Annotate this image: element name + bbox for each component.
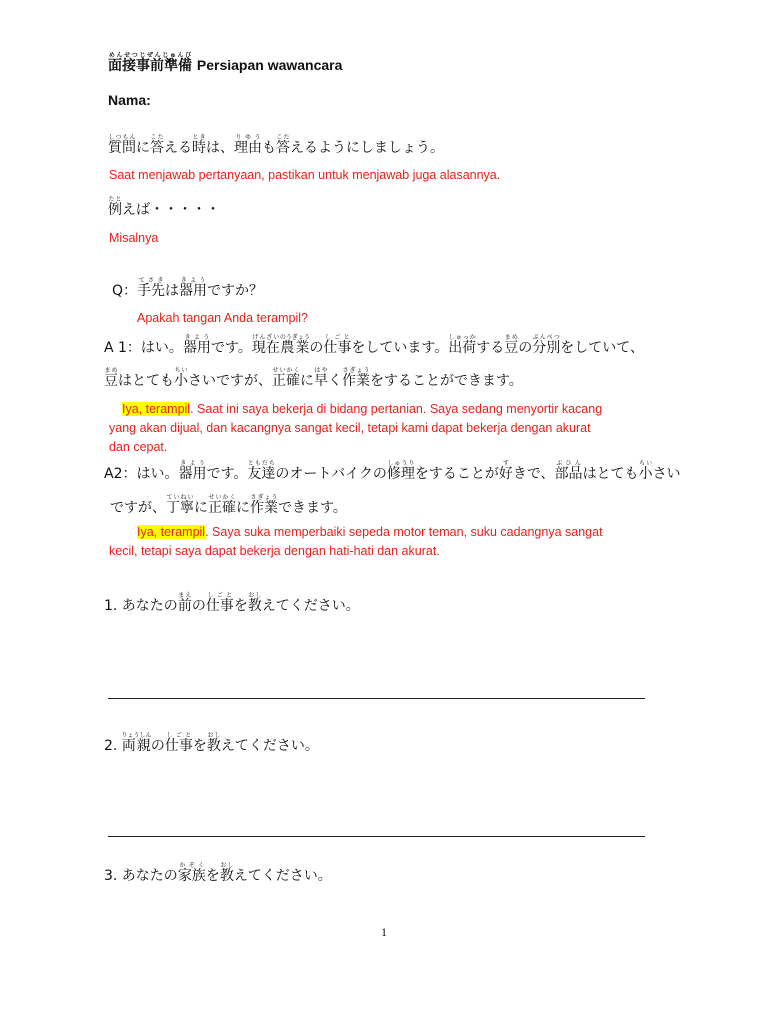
text-segment: えてください。	[233, 868, 332, 884]
furigana-word: 器用きよう	[179, 277, 208, 299]
instruction-id: Saat menjawab pertanyaan, pastikan untuk menjawab juga alasannya.	[109, 168, 501, 182]
text-segment: 3. あなたの	[104, 868, 178, 884]
furigana-word: 前まえ	[177, 592, 192, 614]
furigana-word: 質問しつもん	[108, 134, 136, 156]
text-segment: に	[194, 500, 208, 516]
text-segment: を	[192, 738, 207, 754]
answer-line-1	[108, 698, 645, 699]
text-segment: も	[262, 140, 276, 156]
text-segment: できます。	[278, 500, 347, 516]
furigana-word: 教おし	[219, 862, 234, 884]
text-segment: に	[300, 373, 314, 389]
example-id: Misalnya	[109, 231, 159, 245]
furigana-word: 答こた	[150, 134, 164, 156]
furigana-word: 例たと	[108, 196, 122, 218]
text-segment: 2.	[104, 738, 122, 754]
furigana-word: 豆まめ	[504, 334, 519, 356]
furigana-word: 家族かぞく	[177, 862, 206, 884]
title-jp: 面接事前準備めんせつじぜんじゅんび	[108, 52, 192, 74]
text-segment: Q：	[112, 283, 138, 299]
text-segment: をすることができます。	[370, 373, 523, 389]
answer1-id-line1: Iya, terampil. Saat ini saya bekerja di bidang pertanian. Saya sedang menyortir kacang	[122, 402, 603, 416]
text-segment: A 1：はい。	[104, 340, 183, 356]
text-segment: に	[136, 140, 150, 156]
furigana-word: 答こた	[276, 134, 290, 156]
text-segment: をしていて、	[560, 340, 644, 356]
furigana-word: 農業のうぎょう	[279, 334, 310, 356]
furigana-word: 丁寧ていねい	[166, 494, 194, 516]
furigana-word: 現在げんざい	[251, 334, 280, 356]
instruction-jp	[108, 134, 444, 157]
furigana-word: 好す	[498, 460, 513, 482]
answer2-id-line2: kecil, tetapi saya dapat bekerja dengan hati-hati dan akurat.	[109, 544, 440, 558]
furigana-word: 友達ともだち	[247, 460, 276, 482]
furigana-word: 器用きよう	[178, 460, 207, 482]
answer2-jp-line1	[104, 460, 681, 483]
text-segment: の	[518, 340, 533, 356]
answer2-highlight: Iya, terampil	[137, 525, 206, 539]
text-segment: えてください。	[261, 598, 360, 614]
answer1-jp-line2	[104, 367, 523, 390]
text-segment: えてください。	[220, 738, 319, 754]
title-id: Persiapan wawancara	[196, 57, 343, 73]
furigana-word: 仕事しごと	[205, 592, 234, 614]
text-segment: は	[165, 283, 180, 299]
furigana-word: 出荷しゅっか	[448, 334, 477, 356]
text-segment: ですか？	[207, 283, 264, 299]
page-number: 1	[381, 925, 387, 939]
furigana-word: 修理しゅうり	[386, 460, 415, 482]
furigana-word: 早はや	[314, 367, 328, 389]
text-segment: えば・・・・・	[122, 202, 220, 218]
answer1-jp-line1	[104, 334, 644, 357]
text-segment: はとても	[582, 466, 639, 482]
question-3	[104, 862, 332, 885]
furigana-word: 教おし	[206, 732, 221, 754]
furigana-word: 仕事しごと	[164, 732, 193, 754]
text-segment: 1. あなたの	[104, 598, 178, 614]
furigana-word: 作業さぎょう	[342, 367, 370, 389]
text-segment: を	[205, 868, 220, 884]
text-segment: をすることが	[414, 466, 499, 482]
page-title	[108, 52, 342, 75]
answer1-id-line3: dan cepat.	[109, 440, 168, 454]
furigana-word: 手先てさき	[137, 277, 166, 299]
furigana-word: 小ちい	[174, 367, 188, 389]
question-id: Apakah tangan Anda terampil?	[137, 311, 308, 325]
furigana-word: 両親りょうしん	[121, 732, 152, 754]
text-segment: の	[150, 738, 165, 754]
furigana-word: 作業さぎょう	[250, 494, 278, 516]
furigana-word: 教おし	[247, 592, 262, 614]
furigana-word: 部品ぶひん	[554, 460, 583, 482]
text-segment: ですが、	[110, 500, 166, 516]
furigana-word: 分別ぶんべつ	[532, 334, 561, 356]
text-segment: えるようにしましょう。	[290, 140, 444, 156]
question-2	[104, 732, 319, 755]
furigana-word: 時とき	[192, 134, 206, 156]
text-segment: える	[164, 140, 192, 156]
text-segment: する	[476, 340, 505, 356]
answer1-highlight: Iya, terampil	[122, 402, 191, 416]
text-segment: を	[233, 598, 248, 614]
text-segment: に	[236, 500, 250, 516]
furigana-word: 正確せいかく	[208, 494, 236, 516]
example-jp	[108, 196, 220, 219]
question-jp	[112, 277, 263, 300]
text-segment: のオートバイクの	[275, 466, 387, 482]
furigana-word: 理由りゆう	[234, 134, 262, 156]
furigana-word: 小ちい	[638, 460, 653, 482]
text-segment: A2：はい。	[104, 466, 179, 482]
furigana-word: 器用きよう	[182, 334, 211, 356]
answer2-jp-line2	[110, 494, 347, 517]
text-segment: をしています。	[351, 340, 449, 356]
question-1	[104, 592, 360, 615]
answer-line-2	[108, 836, 645, 837]
answer1-id-line2: yang akan dijual, dan kacangnya sangat kecil, tetapi kami dapat bekerja dengan akurat	[109, 421, 591, 435]
furigana-word: 正確せいかく	[272, 367, 300, 389]
text-segment: はとても	[118, 373, 174, 389]
answer2-id-line1: Iya, terampil. Saya suka memperbaiki sepeda motor teman, suku cadangnya sangat	[137, 525, 603, 539]
text-segment: です。	[210, 340, 252, 356]
name-label: Nama:	[108, 92, 151, 108]
text-segment: く	[328, 373, 342, 389]
furigana-word: 仕事しごと	[323, 334, 352, 356]
text-segment: の	[191, 598, 206, 614]
text-segment: さい	[652, 466, 681, 482]
text-segment: の	[309, 340, 324, 356]
text-segment: きで、	[512, 466, 555, 482]
text-segment: は、	[206, 140, 234, 156]
text-segment: です。	[206, 466, 248, 482]
text-segment: さいですが、	[188, 373, 272, 389]
furigana-word: 豆まめ	[104, 367, 118, 389]
